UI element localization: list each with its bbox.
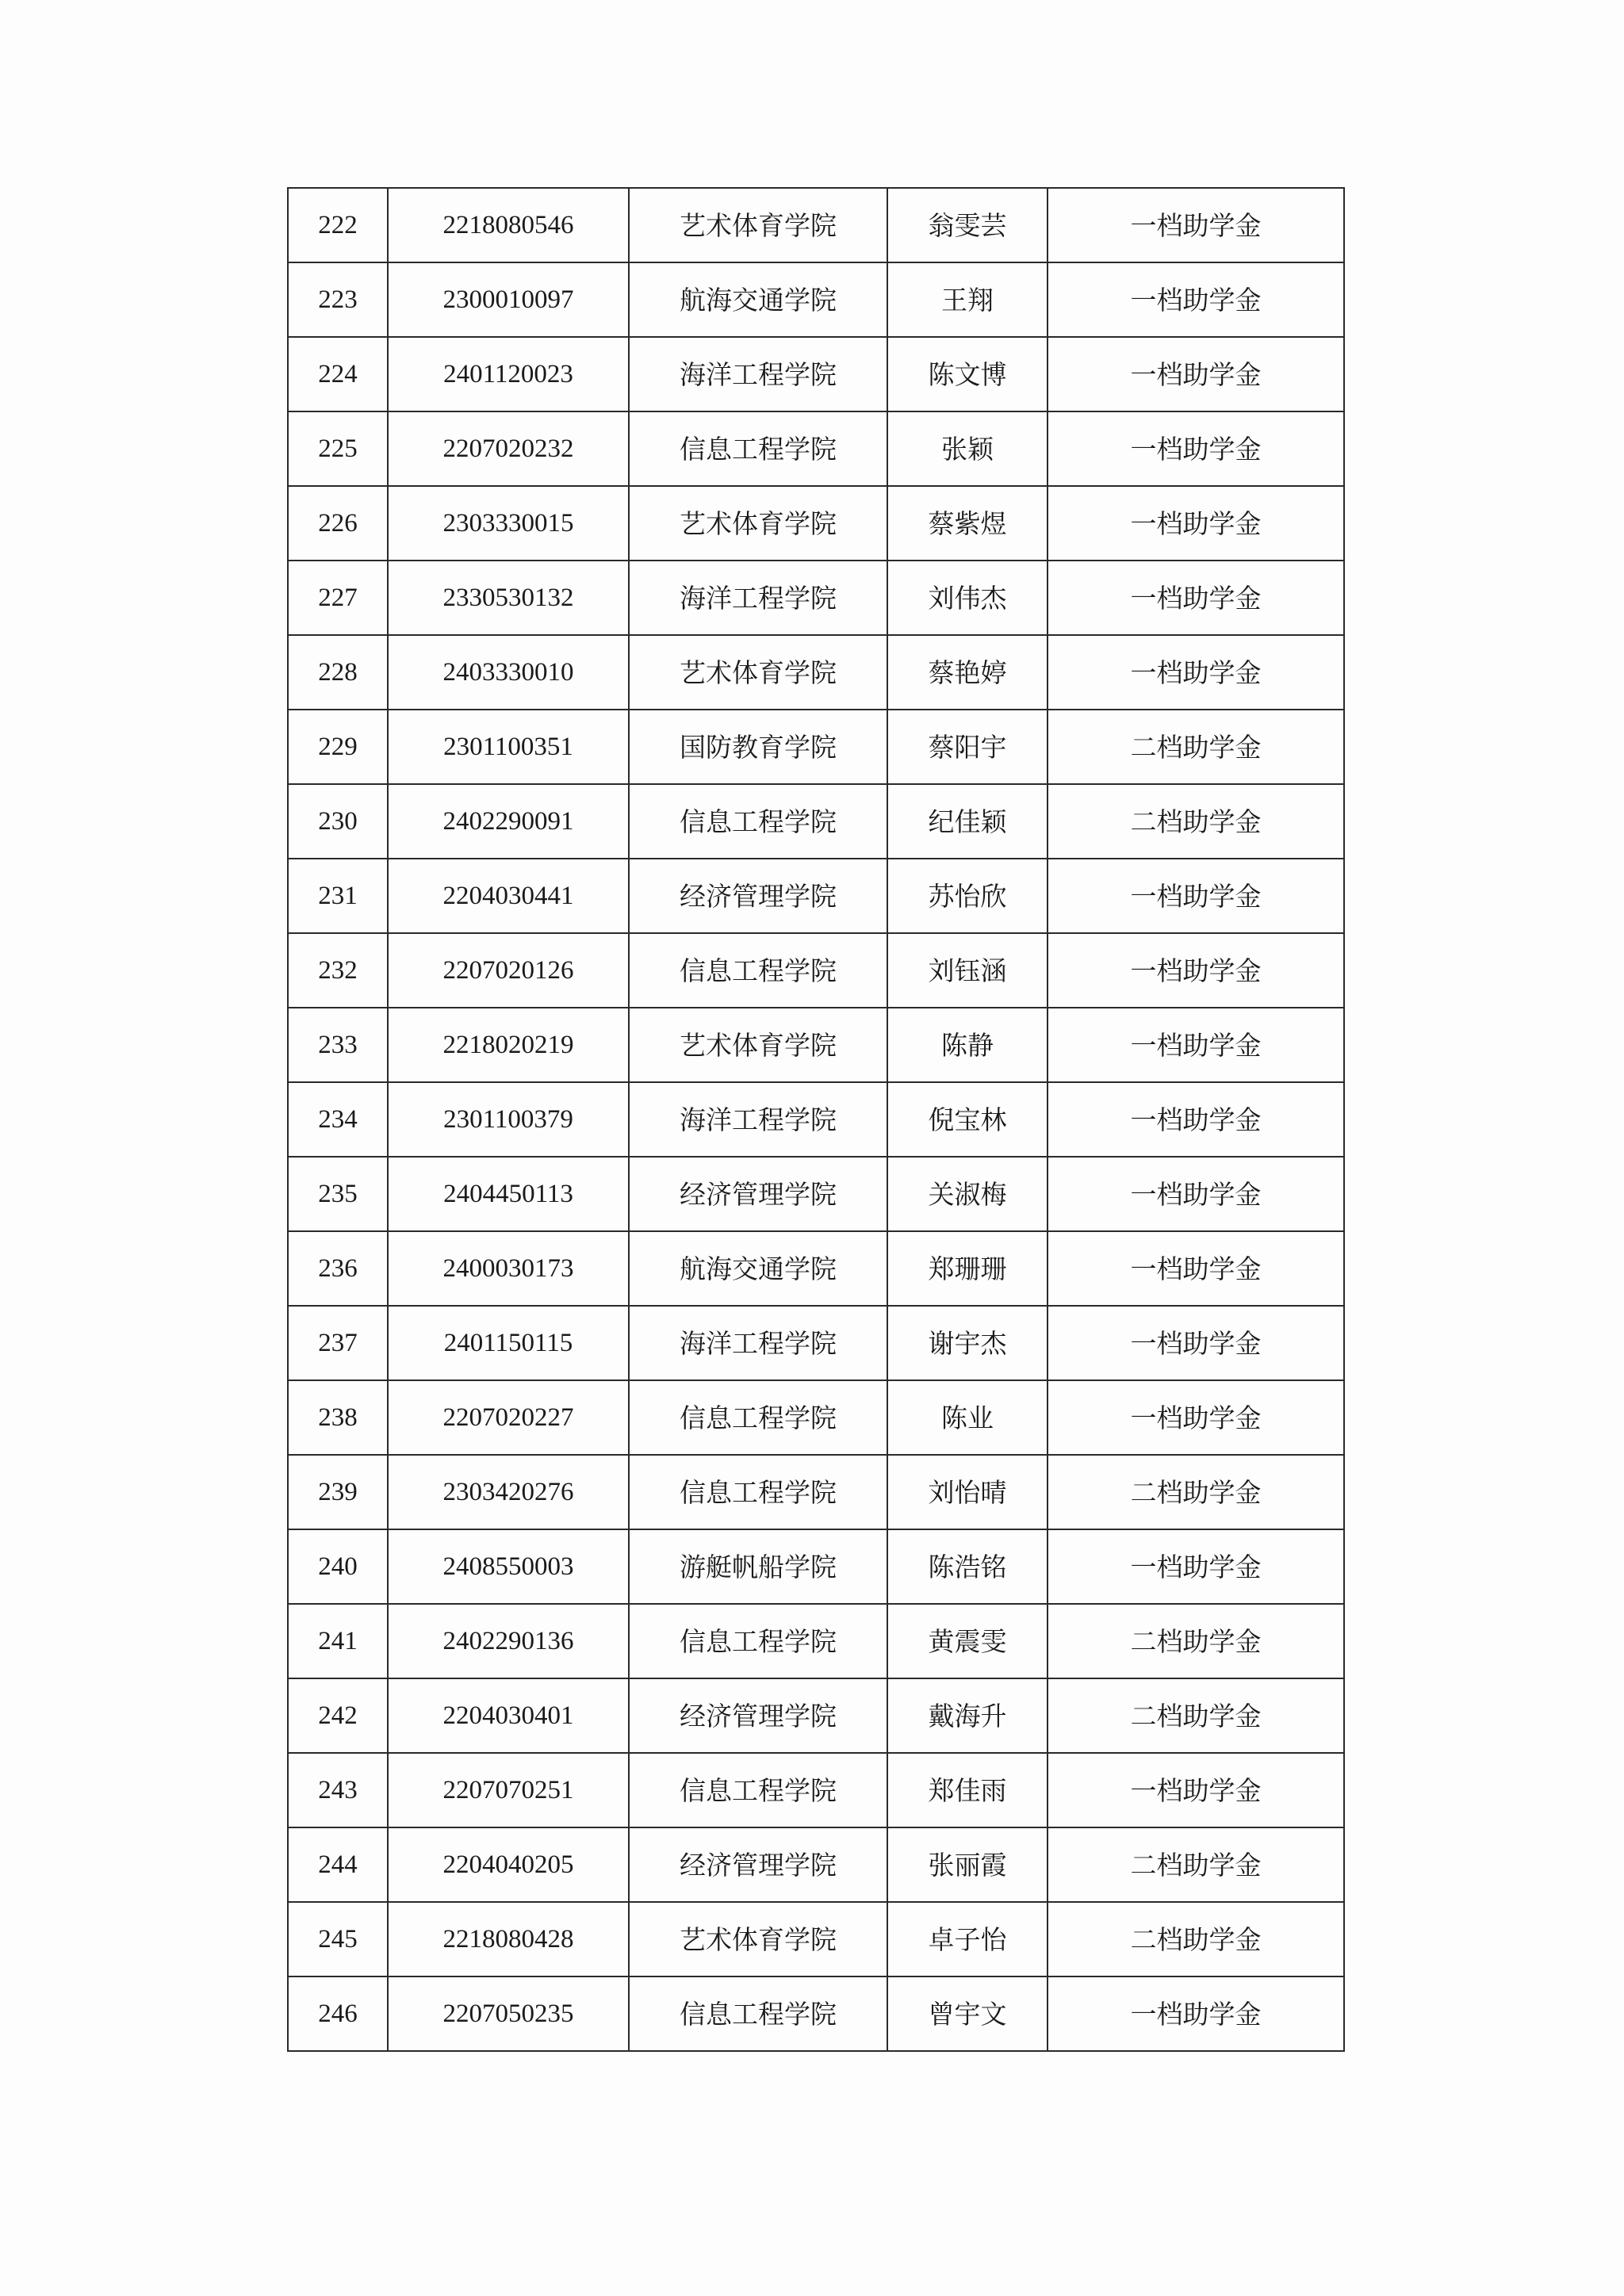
grant-level: 一档助学金	[1048, 1976, 1344, 2051]
student-id: 2207020126	[388, 933, 629, 1008]
row-number: 243	[288, 1753, 388, 1827]
row-number: 227	[288, 561, 388, 635]
grant-level: 一档助学金	[1048, 1082, 1344, 1157]
row-number: 231	[288, 859, 388, 933]
table-row	[288, 337, 1344, 411]
table-row	[288, 1157, 1344, 1231]
college-name: 海洋工程学院	[629, 561, 887, 635]
grant-roster-table	[287, 187, 1345, 2052]
student-id: 2218080428	[388, 1902, 629, 1976]
student-name: 郑佳雨	[887, 1753, 1048, 1827]
student-name: 刘怡晴	[887, 1455, 1048, 1529]
table-row	[288, 188, 1344, 262]
student-id: 2207020227	[388, 1380, 629, 1455]
student-id: 2218020219	[388, 1008, 629, 1082]
table-row	[288, 1082, 1344, 1157]
table-row	[288, 635, 1344, 710]
row-number: 226	[288, 486, 388, 561]
grant-level: 二档助学金	[1048, 1902, 1344, 1976]
college-name: 信息工程学院	[629, 784, 887, 859]
row-number: 230	[288, 784, 388, 859]
student-id: 2204030401	[388, 1678, 629, 1753]
student-name: 纪佳颖	[887, 784, 1048, 859]
college-name: 经济管理学院	[629, 1827, 887, 1902]
row-number: 233	[288, 1008, 388, 1082]
row-number: 244	[288, 1827, 388, 1902]
student-id: 2402290091	[388, 784, 629, 859]
table-row	[288, 1231, 1344, 1306]
row-number: 225	[288, 411, 388, 486]
grant-level: 一档助学金	[1048, 635, 1344, 710]
table-row	[288, 1455, 1344, 1529]
grant-level: 一档助学金	[1048, 933, 1344, 1008]
student-id: 2400030173	[388, 1231, 629, 1306]
table-row	[288, 262, 1344, 337]
row-number: 245	[288, 1902, 388, 1976]
student-id: 2301100379	[388, 1082, 629, 1157]
student-id: 2403330010	[388, 635, 629, 710]
student-name: 王翔	[887, 262, 1048, 337]
student-id: 2303330015	[388, 486, 629, 561]
table-row	[288, 1678, 1344, 1753]
grant-level: 一档助学金	[1048, 859, 1344, 933]
college-name: 信息工程学院	[629, 411, 887, 486]
college-name: 经济管理学院	[629, 859, 887, 933]
student-name: 关淑梅	[887, 1157, 1048, 1231]
row-number: 246	[288, 1976, 388, 2051]
row-number: 229	[288, 710, 388, 784]
college-name: 信息工程学院	[629, 1604, 887, 1678]
row-number: 228	[288, 635, 388, 710]
college-name: 海洋工程学院	[629, 1306, 887, 1380]
grant-level: 二档助学金	[1048, 1455, 1344, 1529]
student-id: 2330530132	[388, 561, 629, 635]
college-name: 国防教育学院	[629, 710, 887, 784]
student-name: 刘钰涵	[887, 933, 1048, 1008]
student-id: 2401120023	[388, 337, 629, 411]
table-row	[288, 710, 1344, 784]
row-number: 241	[288, 1604, 388, 1678]
grant-level: 一档助学金	[1048, 411, 1344, 486]
student-id: 2204040205	[388, 1827, 629, 1902]
student-id: 2207050235	[388, 1976, 629, 2051]
grant-level: 一档助学金	[1048, 1231, 1344, 1306]
table-row	[288, 933, 1344, 1008]
student-id: 2300010097	[388, 262, 629, 337]
row-number: 232	[288, 933, 388, 1008]
college-name: 信息工程学院	[629, 1753, 887, 1827]
table-row	[288, 859, 1344, 933]
row-number: 236	[288, 1231, 388, 1306]
student-name: 倪宝林	[887, 1082, 1048, 1157]
student-id: 2402290136	[388, 1604, 629, 1678]
student-id: 2301100351	[388, 710, 629, 784]
college-name: 经济管理学院	[629, 1157, 887, 1231]
college-name: 信息工程学院	[629, 933, 887, 1008]
row-number: 234	[288, 1082, 388, 1157]
grant-level: 一档助学金	[1048, 1529, 1344, 1604]
student-name: 蔡艳婷	[887, 635, 1048, 710]
grant-level: 二档助学金	[1048, 1827, 1344, 1902]
grant-level: 二档助学金	[1048, 1678, 1344, 1753]
college-name: 艺术体育学院	[629, 1902, 887, 1976]
grant-level: 一档助学金	[1048, 1306, 1344, 1380]
student-name: 黄震雯	[887, 1604, 1048, 1678]
row-number: 222	[288, 188, 388, 262]
college-name: 信息工程学院	[629, 1380, 887, 1455]
table-row	[288, 1902, 1344, 1976]
table-row	[288, 1604, 1344, 1678]
college-name: 艺术体育学院	[629, 1008, 887, 1082]
roster-body	[288, 188, 1344, 2051]
college-name: 艺术体育学院	[629, 635, 887, 710]
student-id: 2207020232	[388, 411, 629, 486]
grant-level: 一档助学金	[1048, 1380, 1344, 1455]
table-row	[288, 561, 1344, 635]
student-name: 翁雯芸	[887, 188, 1048, 262]
college-name: 游艇帆船学院	[629, 1529, 887, 1604]
student-name: 蔡阳宇	[887, 710, 1048, 784]
student-name: 苏怡欣	[887, 859, 1048, 933]
grant-level: 二档助学金	[1048, 1604, 1344, 1678]
student-name: 张丽霞	[887, 1827, 1048, 1902]
college-name: 海洋工程学院	[629, 337, 887, 411]
grant-level: 一档助学金	[1048, 262, 1344, 337]
student-name: 戴海升	[887, 1678, 1048, 1753]
grant-level: 二档助学金	[1048, 710, 1344, 784]
student-name: 刘伟杰	[887, 561, 1048, 635]
student-id: 2401150115	[388, 1306, 629, 1380]
grant-level: 一档助学金	[1048, 1753, 1344, 1827]
student-name: 谢宇杰	[887, 1306, 1048, 1380]
row-number: 240	[288, 1529, 388, 1604]
row-number: 239	[288, 1455, 388, 1529]
student-name: 蔡紫煜	[887, 486, 1048, 561]
college-name: 艺术体育学院	[629, 486, 887, 561]
student-id: 2218080546	[388, 188, 629, 262]
grant-level: 一档助学金	[1048, 486, 1344, 561]
grant-level: 一档助学金	[1048, 1157, 1344, 1231]
row-number: 237	[288, 1306, 388, 1380]
table-row	[288, 1976, 1344, 2051]
student-name: 陈业	[887, 1380, 1048, 1455]
student-name: 曾宇文	[887, 1976, 1048, 2051]
table-row	[288, 1753, 1344, 1827]
college-name: 航海交通学院	[629, 262, 887, 337]
table-row	[288, 1380, 1344, 1455]
table-row	[288, 411, 1344, 486]
student-id: 2404450113	[388, 1157, 629, 1231]
college-name: 艺术体育学院	[629, 188, 887, 262]
grant-level: 一档助学金	[1048, 1008, 1344, 1082]
table-row	[288, 1827, 1344, 1902]
row-number: 238	[288, 1380, 388, 1455]
table-row	[288, 1008, 1344, 1082]
student-id: 2303420276	[388, 1455, 629, 1529]
row-number: 223	[288, 262, 388, 337]
table-row	[288, 784, 1344, 859]
row-number: 224	[288, 337, 388, 411]
grant-level: 一档助学金	[1048, 337, 1344, 411]
table-row	[288, 486, 1344, 561]
college-name: 海洋工程学院	[629, 1082, 887, 1157]
college-name: 信息工程学院	[629, 1976, 887, 2051]
grant-level: 一档助学金	[1048, 188, 1344, 262]
student-name: 陈文博	[887, 337, 1048, 411]
grant-level: 二档助学金	[1048, 784, 1344, 859]
student-name: 陈浩铭	[887, 1529, 1048, 1604]
table-row	[288, 1529, 1344, 1604]
student-id: 2204030441	[388, 859, 629, 933]
college-name: 航海交通学院	[629, 1231, 887, 1306]
row-number: 242	[288, 1678, 388, 1753]
student-id: 2207070251	[388, 1753, 629, 1827]
student-name: 张颖	[887, 411, 1048, 486]
row-number: 235	[288, 1157, 388, 1231]
college-name: 经济管理学院	[629, 1678, 887, 1753]
student-name: 陈静	[887, 1008, 1048, 1082]
table-row	[288, 1306, 1344, 1380]
college-name: 信息工程学院	[629, 1455, 887, 1529]
student-name: 郑珊珊	[887, 1231, 1048, 1306]
grant-level: 一档助学金	[1048, 561, 1344, 635]
student-name: 卓子怡	[887, 1902, 1048, 1976]
student-id: 2408550003	[388, 1529, 629, 1604]
